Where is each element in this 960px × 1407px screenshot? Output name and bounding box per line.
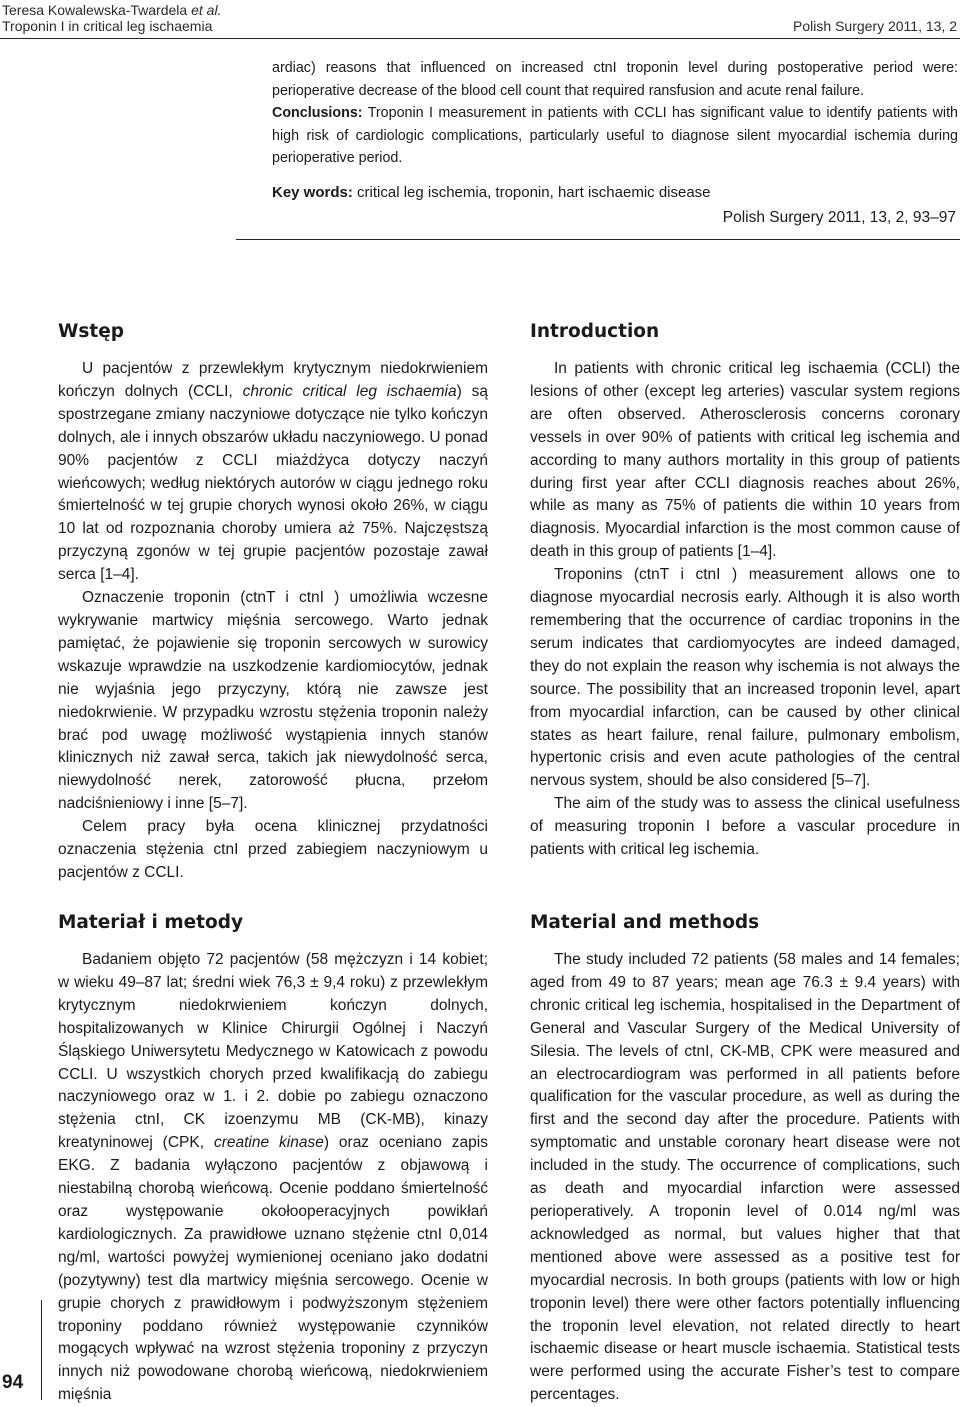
italic-run: chronic critical leg ischaemia [242,382,457,400]
italic-run: creatine kinase [213,1134,324,1152]
english-intro-section [530,320,960,862]
text-run: Badaniem objęto 72 pacjentów (58 mężczyzn i 14 kobiet; w wieku 49–87 lat; średni wiek 76,3 ± 9,4 roku) z przewlekłym krytycznym niedokrwieniem kończyn dolnych, hospitalizowanych w Klinice Chirurgii Ogólnej i Naczyń Śląskiego Uniwersytetu Medycznego w Katowicach z powodu CCLI. U wszystkich chorych przed kwalifikacją do zabiegu naczyniowego oraz w 1. i 2. dobie po zabiegu oznaczono stężenia ctnI, CK izoenzymu MB (CK-MB), kinazy kreatyninowej (CPK, [58,951,488,1152]
english-methods-p1: The study included 72 patients (58 males and 14 females; aged from 49 to 87 years; mean age 76.3 ± 9.4 years) with chronic critical leg ischemia, hospitalised in the Department of General and Vascular Surgery of the Medical University of Silesia. The levels of ctnI, CK-MB, CPK were measured and an electrocardiogram was performed in all patients before qualification for the vascular procedure, as well as during the first and the second day after the procedure. Patients with symptomatic and unstable coronary heart disease were not included in the study. The occurrence of complications, such as death and myocardial infarction were assessed perioperatively. A troponin level of 0.014 ng/ml was acknowledged as normal, but values higher that that mentioned above were assessed as a positive test for myocardial necrosis. In both groups (patients with low or high troponin level) there were other factors potentially influencing the troponin level elevation, not related directly to heart ischaemic disease or heart muscle ischaemia. Statistical tests were performed using the accurate Fisher’s test to compare percentages. [530,951,960,1404]
abstract-block [272,57,958,170]
keywords-text: critical leg ischemia, troponin, hart ischaemic disease [352,184,711,201]
polish-intro-p2: Oznaczenie troponin (ctnT i ctnI ) umożliwia wczesne wykrywanie martwicy mięśnia sercowego. Warto jednak pamiętać, że pojawienie się troponin sercowych w surowicy wskazuje wprawdzie na uszkodzenie kardiomiocytów, jednak nie wyjaśnia jego przyczyny, którą nie zawsze jest niedokrwienie. W przypadku wzrostu stężenia troponin należy brać pod uwagę możliwość wystąpienia innych stanów klinicznych niż zawał serca, takich jak niewydolność serca, niewydolność nerek, zatorowość płucna, przełom nadciśnieniowy i inne [5–7]. [58,589,488,813]
english-methods-section [530,911,960,1407]
english-methods-heading: Material and methods [530,912,760,933]
conclusions-label: Conclusions: [272,105,363,121]
text-run: U pacjentów z przewlekłym krytycznym niedokrwieniem kończyn dolnych (CCLI, [58,360,488,400]
text-run: ) oraz oceniano zapis EKG. Z badania wyłączono pacjentów z objawową i niestabilną chorobą wieńcową. Ocenie poddano śmiertelność oraz występowanie okołooperacyjnych powikłań kardiologicznych. Za prawidłowe uznano stężenie ctnI 0,014 ng/ml, wartości powyżej wymienionej oceniano jako dodatni (pozytywny) test dla martwicy mięśnia sercowego. Ocenie w grupie chorych z prawidłowym i podwyższonym stężeniem troponiny poddano również występowanie czynników mogących wpływać na wzrost stężenia troponiny z przyczyn innych niż powodowane chorobą wieńcową, niedokrwieniem mięśnia [58,1134,488,1404]
polish-intro-p3: Celem pracy była ocena klinicznej przydatności oznaczenia stężenia ctnI przed zabiegiem naczyniowym u pacjentów z CCLI. [58,818,488,881]
running-head-title: Troponin I in critical leg ischaemia [2,18,213,34]
text-run: ) są spostrzegane zmiany naczyniowe dotyczące nie tylko kończyn dolnych, ale i innych obszarów układu naczyniowego. U ponad 90% pacjentów z CCLI miażdżyca dotyczy naczyń wieńcowych; według niektórych autorów w ciągu jednego roku śmiertelność w tej grupie chorych wynosi około 26%, w ciągu 10 lat od rozpoznania choroby umiera aż 75%. Najczęstszą przyczyną zgonów w tej grupie pacjentów pozostaje zawał serca [1–4]. [58,382,488,584]
keywords-label: Key words: [272,184,353,201]
polish-intro-section [58,320,488,885]
abstract-conclusions [272,102,958,170]
keywords [272,184,711,201]
english-intro-p2: Troponins (ctnT i ctnI ) measurement allows one to diagnose myocardial necrosis early. Although it is also worth remembering that the occurrence of cardiac troponins in the serum indicates that cardiomyocytes are indeed damaged, they do not explain the reason why ischemia is not always the source. The possibility that an increased troponin level, apart from myocardial infarction, can be caused by other clinical states as heart failure, renal failure, pulmonary embolism, hypertonic crisis and even acute pathologies of the central nervous system, should be also considered [5–7]. [530,566,960,790]
running-head-journal: Polish Surgery 2011, 13, 2 [793,18,957,34]
citation: Polish Surgery 2011, 13, 2, 93–97 [722,209,956,226]
conclusions-text: Troponin I measurement in patients with CCLI has significant value to identify patients with high risk of cardiologic complications, particularly useful to diagnose silent myocardial ischemia during perioperative period. [272,105,958,166]
running-head-author [2,2,221,18]
polish-intro-p1 [58,358,488,587]
author-name: Teresa Kowalewska-Twardela [2,2,192,18]
abstract-results-tail: ardiac) reasons that influenced on increased ctnI troponin level during postoperative period were: perioperative decrease of the blood cell count that required ransfusion and acute renal failure. [272,60,958,99]
page-number: 94 [2,1372,24,1393]
abstract-divider [236,239,960,240]
english-intro-heading: Introduction [530,321,660,342]
polish-methods-heading: Materiał i metody [58,912,243,933]
header-divider [0,38,960,39]
english-intro-p3: The aim of the study was to assess the clinical usefulness of measuring troponin I before a vascular procedure in patients with critical leg ischemia. [530,795,960,859]
polish-intro-heading: Wstęp [58,321,125,342]
polish-methods-p1 [58,949,488,1407]
polish-methods-section [58,911,488,1407]
english-intro-p1: In patients with chronic critical leg ischaemia (CCLI) the lesions of other (except leg arteries) vascular system regions are often observed. Atherosclerosis concerns coronary vessels in over 90% of patients with critical leg ischemia and according to many authors mortality in this group of patients during first year after CCLI diagnosis reaches about 26%, while as many as 75% of patients die within 10 years from diagnosis. Myocardial infarction is the most common cause of death in this group of patients [1–4]. [530,360,960,561]
author-etal: et al. [191,2,222,18]
page-number-divider [41,1300,42,1400]
